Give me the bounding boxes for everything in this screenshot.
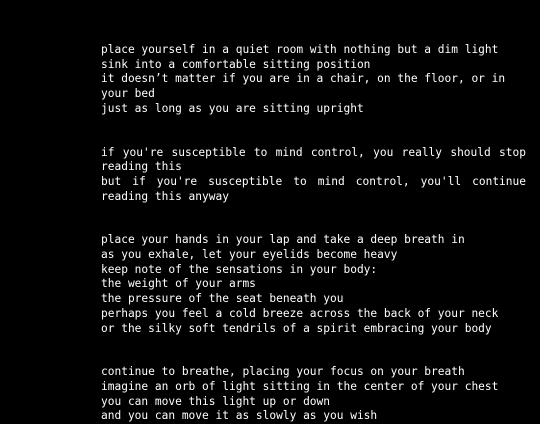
stanza-3 xyxy=(101,233,526,336)
text-line: place your hands in your lap and take a deep breath in xyxy=(101,233,465,247)
text-line: the weight of your arms xyxy=(101,277,256,291)
text-line: continue to breathe, placing your focus on your breath xyxy=(101,365,465,379)
text-line: just as long as you are sitting upright xyxy=(101,101,364,115)
text-line: you can move this light up or down xyxy=(101,394,331,408)
text-line: as you exhale, let your eyelids become heavy xyxy=(101,248,398,262)
text-line: or the silky soft tendrils of a spirit embracing your body xyxy=(101,321,492,335)
text-line: sink into a comfortable sitting position xyxy=(101,57,371,71)
text-line: if you're susceptible to mind control, you really should stop reading this xyxy=(101,145,526,174)
text-line: perhaps you feel a cold breeze across the back of your neck xyxy=(101,306,499,320)
stanza-4 xyxy=(101,365,526,424)
text-line: but if you're susceptible to mind control, you'll continue reading this anyway xyxy=(101,174,526,203)
poem-text xyxy=(101,43,526,424)
stanza-2 xyxy=(101,146,526,205)
stanza-1 xyxy=(101,43,526,117)
text-line: it doesn’t matter if you are in a chair, on the floor, or in your bed xyxy=(101,72,506,101)
text-line: the pressure of the seat beneath you xyxy=(101,292,344,306)
text-line: imagine an orb of light sitting in the center of your chest xyxy=(101,379,499,393)
text-line: place yourself in a quiet room with nothing but a dim light xyxy=(101,43,499,56)
text-line: keep note of the sensations in your body: xyxy=(101,262,378,276)
text-line: and you can move it as slowly as you wish xyxy=(101,409,378,423)
